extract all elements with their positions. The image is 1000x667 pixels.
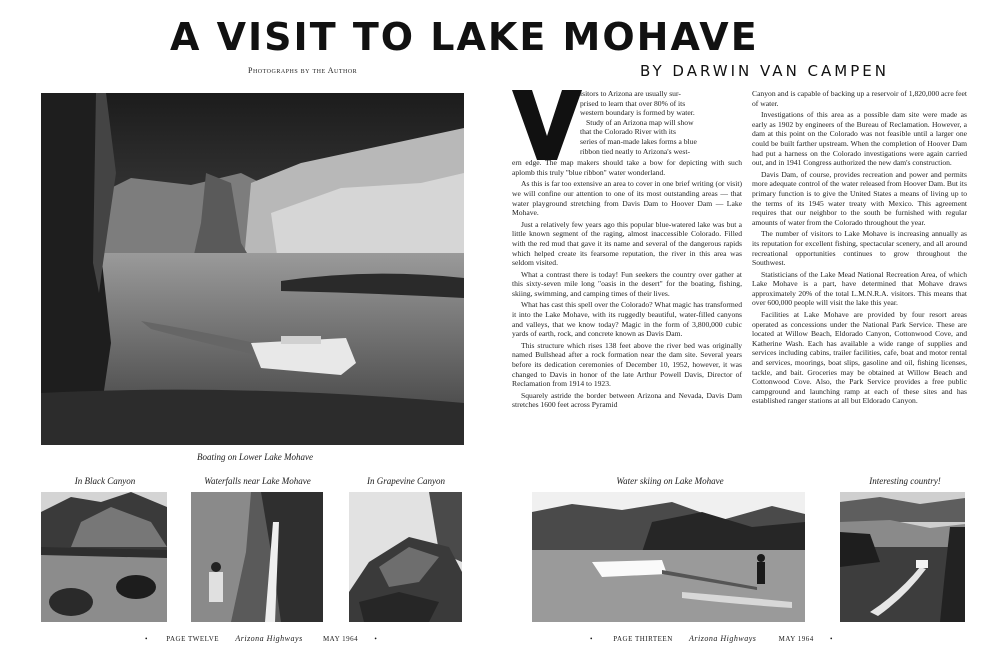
photo-credit: Photographs by the Author: [248, 66, 358, 75]
footer-left: [145, 634, 405, 643]
caption-black-canyon: In Black Canyon: [74, 476, 136, 486]
caption-main-photo: Boating on Lower Lake Mohave: [197, 452, 313, 462]
body-paragraph: Investigations of this area as a possible dam site were made as early as 1902 by engineers of the Bureau of Reclamation. However, a dam at this point on the Colorado was not feasible until a larger one could be built farther upstream. When the completion of Hoover Dam had put a harness on the Colorado investigations were again carried out, and in 1941 Congress authorized the new dam's construction.: [752, 110, 967, 168]
article-column-1: [512, 89, 742, 412]
caption-grapevine: In Grapevine Canyon: [367, 476, 445, 486]
body-paragraph: As this is far too extensive an area to cover in one brief writing (or visit) we will confine our attention to one of its most outstanding areas — that water playground stretching from Davis Dam to Hoover Dam — Lake Mohave.: [512, 179, 742, 218]
body-paragraph: What has cast this spell over the Colorado? What magic has transformed it into the Lake Mohave, with its ruggedly beautiful, water-filled canyons and valleys, that we know today? Magic in the form of 3,800,000 cubic yards of earth, rock, and concrete known as Davis Dam.: [512, 300, 742, 339]
photo-water-skiing: [532, 492, 805, 622]
body-paragraph: Just a relatively few years ago this popular blue-watered lake was but a little known segment of the raging, almost inaccessible Colorado. Filled with the red mud that gave it its name and several of the dangerous rapids which helped create its fearsome reputation, the river in this area was seldom visited.: [512, 219, 742, 268]
body-paragraph: Statisticians of the Lake Mead National Recreation Area, of which Lake Mohave is a part, have determined that Mohave draws approximately 20% of the total L.M.N.R.A. visitors. This means that over 600,000 people will visit the lake this year.: [752, 269, 967, 308]
body-paragraph: Davis Dam, of course, provides recreation and power and permits more adequate control of the water released from Hoover Dam. But its primary function is to give the United States a means of living up to the terms of its 1945 water treaty with Mexico. This agreement requires that our neighbor to the south be furnished with regular amounts of water from the Colorado throughout the year.: [752, 169, 967, 227]
footer-magazine: Arizona Highways: [689, 634, 757, 643]
body-paragraph: ern edge. The map makers should take a bow for depicting with such aplomb this truly "blue ribbon" water wonderland.: [512, 158, 742, 177]
caption-interesting-country: Interesting country!: [869, 476, 941, 486]
body-paragraph: The number of visitors to Lake Mohave is increasing annually as its reputation for excellent fishing, spectacular scenery, and all around recreational opportunities continues to grow throughout the Southwest.: [752, 229, 967, 268]
intro-line: isitors to Arizona are usually sur-: [580, 89, 681, 98]
caption-waterfalls: Waterfalls near Lake Mohave: [204, 476, 311, 486]
intro-line: that the Colorado River with its: [580, 127, 676, 137]
intro-line: Study of an Arizona map will show: [586, 117, 694, 127]
intro-line: series of man-made lakes forms a blue: [580, 136, 697, 146]
photo-black-canyon: [41, 492, 167, 622]
body-paragraph: Squarely astride the border between Arizona and Nevada, Davis Dam stretches 1600 feet across Pyramid: [512, 390, 742, 410]
footer-date: MAY 1964: [322, 635, 359, 643]
footer-magazine: Arizona Highways: [235, 634, 303, 643]
caption-water-skiing: Water skiing on Lake Mohave: [616, 476, 724, 486]
footer-right: [590, 634, 860, 643]
footer-bullet: •: [830, 635, 833, 643]
footer-bullet: •: [590, 635, 593, 643]
body-paragraph: This structure which rises 138 feet above the river bed was originally named Bullshead after a rock formation near the dam site. Several years before its dedication ceremonies of December 10, 1952, however, it was changed to Davis in honor of the late Arthur Powell Davis, Director of Reclamation from 1914 to 1923.: [512, 340, 742, 389]
intro-line: ribbon tied neatly to Arizona's west-: [580, 146, 690, 156]
body-paragraph: What a contrast there is today! Fun seekers the country over gather at this sixty-seven mile long "oasis in the desert" for the boating, fishing, skiing, swimming, and camping times of their lives.: [512, 269, 742, 298]
photo-interesting-country: [840, 492, 965, 622]
body-paragraph: Canyon and is capable of backing up a reservoir of 1,820,000 acre feet of water.: [752, 89, 967, 108]
footer-date: MAY 1964: [778, 635, 814, 643]
article-column-2: [752, 89, 967, 408]
footer-bullet: •: [374, 635, 378, 643]
main-photo-boating: [41, 93, 464, 445]
article-title: A VISIT TO LAKE MOHAVE: [170, 15, 759, 59]
intro-line: western boundary is formed by water.: [580, 108, 695, 118]
footer-bullet: •: [145, 635, 148, 643]
footer-page-number: PAGE THIRTEEN: [613, 635, 673, 643]
footer-page-number: PAGE TWELVE: [166, 635, 220, 643]
photo-waterfalls: [191, 492, 323, 622]
body-paragraph: Facilities at Lake Mohave are provided by four resort areas operated as concessions under the National Park Service. These are located at Willow Beach, Eldorado Canyon, Cottonwood Cove, and Katherine Wash. Each has available a wide range of supplies and services including cabins, trailer facilities, cafe, boat and motor rental and services, moorings, boat slips, gasoline and oil, fishing licenses, tackle, and bait. Groceries may be obtained at Willow Beach and Cottonwood Cove. Also, the Park Service provides a free public campground and launching ramp at each of these sites and has established ranger stations at all but Eldorado Canyon.: [752, 310, 967, 406]
photo-grapevine-canyon: [349, 492, 462, 622]
byline: BY DARWIN VAN CAMPEN: [640, 62, 889, 80]
intro-line: prised to learn that over 80% of its: [580, 98, 686, 108]
